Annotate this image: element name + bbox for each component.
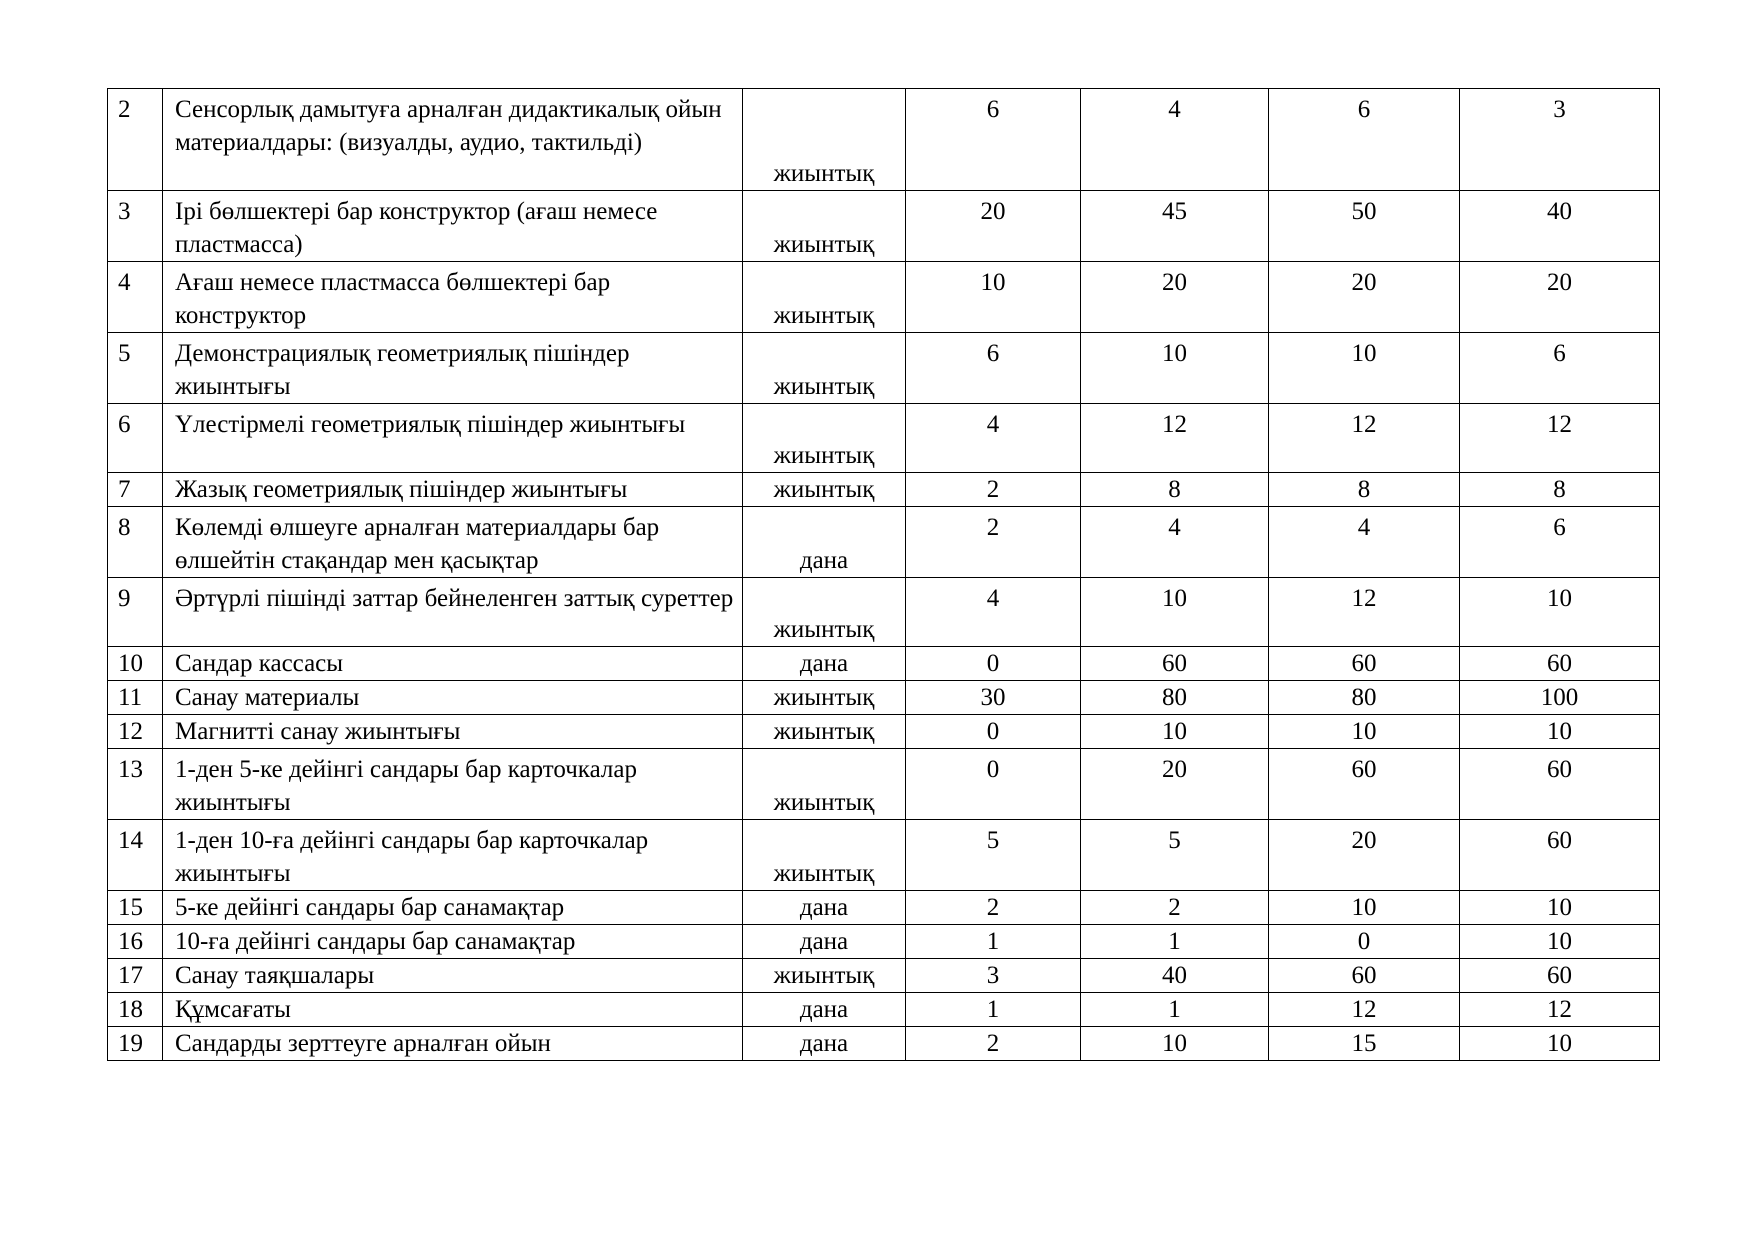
quantity-cell: 10 (906, 262, 1081, 333)
quantity-cell: 80 (1269, 681, 1460, 715)
item-name: Сандар кассасы (163, 647, 743, 681)
item-unit: жиынтық (743, 89, 906, 191)
quantity-cell: 60 (1460, 749, 1660, 820)
item-unit: жиынтық (743, 262, 906, 333)
table-row (108, 191, 1660, 262)
item-name: Жазық геометриялық пішіндер жиынтығы (163, 473, 743, 507)
quantity-cell: 50 (1269, 191, 1460, 262)
quantity-cell: 8 (1460, 473, 1660, 507)
table-row (108, 647, 1660, 681)
quantity-cell: 1 (1081, 993, 1269, 1027)
table-row (108, 262, 1660, 333)
quantity-cell: 60 (1269, 647, 1460, 681)
quantity-cell: 4 (906, 404, 1081, 473)
quantity-cell: 6 (1460, 333, 1660, 404)
table-row (108, 959, 1660, 993)
quantity-cell: 60 (1460, 647, 1660, 681)
quantity-cell: 1 (906, 925, 1081, 959)
quantity-cell: 10 (1081, 333, 1269, 404)
quantity-cell: 8 (1081, 473, 1269, 507)
quantity-cell: 60 (1460, 959, 1660, 993)
row-number: 13 (108, 749, 163, 820)
item-name: Магнитті санау жиынтығы (163, 715, 743, 749)
quantity-cell: 6 (906, 333, 1081, 404)
row-number: 10 (108, 647, 163, 681)
table-row (108, 820, 1660, 891)
quantity-cell: 0 (1269, 925, 1460, 959)
item-unit: жиынтық (743, 404, 906, 473)
quantity-cell: 60 (1269, 959, 1460, 993)
table-row (108, 578, 1660, 647)
item-unit: жиынтық (743, 333, 906, 404)
quantity-cell: 10 (1081, 715, 1269, 749)
item-unit: жиынтық (743, 473, 906, 507)
quantity-cell: 60 (1460, 820, 1660, 891)
row-number: 6 (108, 404, 163, 473)
item-unit: жиынтық (743, 959, 906, 993)
item-unit: жиынтық (743, 578, 906, 647)
item-unit: дана (743, 993, 906, 1027)
quantity-cell: 12 (1460, 993, 1660, 1027)
item-unit: жиынтық (743, 681, 906, 715)
quantity-cell: 1 (1081, 925, 1269, 959)
item-name: 1-ден 10-ға дейінгі сандары бар карточкалар жиынтығы (163, 820, 743, 891)
item-name: Үлестірмелі геометриялық пішіндер жиынтығы (163, 404, 743, 473)
quantity-cell: 45 (1081, 191, 1269, 262)
quantity-cell: 4 (906, 578, 1081, 647)
quantity-cell: 12 (1460, 404, 1660, 473)
table-row (108, 404, 1660, 473)
quantity-cell: 8 (1269, 473, 1460, 507)
table-row (108, 993, 1660, 1027)
quantity-cell: 10 (1460, 578, 1660, 647)
quantity-cell: 60 (1081, 647, 1269, 681)
quantity-cell: 1 (906, 993, 1081, 1027)
item-unit: дана (743, 647, 906, 681)
quantity-cell: 10 (1269, 891, 1460, 925)
item-name: 5-ке дейінгі сандары бар санамақтар (163, 891, 743, 925)
quantity-cell: 10 (1269, 715, 1460, 749)
quantity-cell: 30 (906, 681, 1081, 715)
item-unit: дана (743, 1027, 906, 1061)
item-unit: жиынтық (743, 820, 906, 891)
quantity-cell: 6 (1460, 507, 1660, 578)
table-row (108, 1027, 1660, 1061)
quantity-cell: 0 (906, 715, 1081, 749)
item-name: Сандарды зерттеуге арналған ойын (163, 1027, 743, 1061)
quantity-cell: 2 (1081, 891, 1269, 925)
quantity-cell: 10 (1460, 891, 1660, 925)
item-name: Әртүрлі пішінді заттар бейнеленген заттық суреттер (163, 578, 743, 647)
quantity-cell: 10 (1081, 1027, 1269, 1061)
quantity-cell: 20 (1269, 820, 1460, 891)
item-name: Санау таяқшалары (163, 959, 743, 993)
quantity-cell: 100 (1460, 681, 1660, 715)
quantity-cell: 5 (906, 820, 1081, 891)
row-number: 8 (108, 507, 163, 578)
item-name: Көлемді өлшеуге арналған материалдары бар өлшейтін стақандар мен қасықтар (163, 507, 743, 578)
quantity-cell: 12 (1081, 404, 1269, 473)
quantity-cell: 15 (1269, 1027, 1460, 1061)
quantity-cell: 12 (1269, 993, 1460, 1027)
row-number: 14 (108, 820, 163, 891)
row-number: 17 (108, 959, 163, 993)
row-number: 19 (108, 1027, 163, 1061)
quantity-cell: 10 (1460, 1027, 1660, 1061)
item-name: Санау материалы (163, 681, 743, 715)
quantity-cell: 2 (906, 891, 1081, 925)
quantity-cell: 20 (1081, 749, 1269, 820)
quantity-cell: 4 (1081, 507, 1269, 578)
item-unit: дана (743, 507, 906, 578)
quantity-cell: 4 (1269, 507, 1460, 578)
quantity-cell: 3 (906, 959, 1081, 993)
quantity-cell: 2 (906, 473, 1081, 507)
table-row (108, 715, 1660, 749)
row-number: 2 (108, 89, 163, 191)
quantity-cell: 5 (1081, 820, 1269, 891)
table-row (108, 681, 1660, 715)
quantity-cell: 6 (906, 89, 1081, 191)
item-name: Ағаш немесе пластмасса бөлшектері бар конструктор (163, 262, 743, 333)
quantity-cell: 40 (1460, 191, 1660, 262)
item-unit: жиынтық (743, 715, 906, 749)
quantity-cell: 4 (1081, 89, 1269, 191)
row-number: 7 (108, 473, 163, 507)
table-row (108, 891, 1660, 925)
quantity-cell: 20 (1081, 262, 1269, 333)
quantity-cell: 12 (1269, 578, 1460, 647)
table-row (108, 333, 1660, 404)
row-number: 15 (108, 891, 163, 925)
table-row (108, 925, 1660, 959)
quantity-cell: 20 (1269, 262, 1460, 333)
row-number: 11 (108, 681, 163, 715)
quantity-cell: 20 (1460, 262, 1660, 333)
quantity-cell: 2 (906, 1027, 1081, 1061)
quantity-cell: 2 (906, 507, 1081, 578)
row-number: 12 (108, 715, 163, 749)
row-number: 5 (108, 333, 163, 404)
item-name: Демонстрациялық геометриялық пішіндер жиынтығы (163, 333, 743, 404)
item-unit: дана (743, 925, 906, 959)
item-name: Құмсағаты (163, 993, 743, 1027)
row-number: 3 (108, 191, 163, 262)
item-name: 1-ден 5-ке дейінгі сандары бар карточкалар жиынтығы (163, 749, 743, 820)
table-row (108, 89, 1660, 191)
quantity-cell: 10 (1460, 715, 1660, 749)
row-number: 9 (108, 578, 163, 647)
quantity-cell: 6 (1269, 89, 1460, 191)
item-unit: жиынтық (743, 191, 906, 262)
row-number: 4 (108, 262, 163, 333)
table-row (108, 473, 1660, 507)
item-unit: дана (743, 891, 906, 925)
item-unit: жиынтық (743, 749, 906, 820)
item-name: Ірі бөлшектері бар конструктор (ағаш немесе пластмасса) (163, 191, 743, 262)
item-name: 10-ға дейінгі сандары бар санамақтар (163, 925, 743, 959)
quantity-cell: 12 (1269, 404, 1460, 473)
equipment-table (107, 88, 1660, 1061)
table-row (108, 507, 1660, 578)
item-name: Сенсорлық дамытуға арналған дидактикалық ойын материалдары: (визуалды, аудио, тактильді) (163, 89, 743, 191)
row-number: 18 (108, 993, 163, 1027)
quantity-cell: 20 (906, 191, 1081, 262)
quantity-cell: 60 (1269, 749, 1460, 820)
row-number: 16 (108, 925, 163, 959)
quantity-cell: 0 (906, 647, 1081, 681)
quantity-cell: 3 (1460, 89, 1660, 191)
quantity-cell: 80 (1081, 681, 1269, 715)
quantity-cell: 0 (906, 749, 1081, 820)
quantity-cell: 10 (1460, 925, 1660, 959)
quantity-cell: 40 (1081, 959, 1269, 993)
quantity-cell: 10 (1081, 578, 1269, 647)
quantity-cell: 10 (1269, 333, 1460, 404)
table-row (108, 749, 1660, 820)
